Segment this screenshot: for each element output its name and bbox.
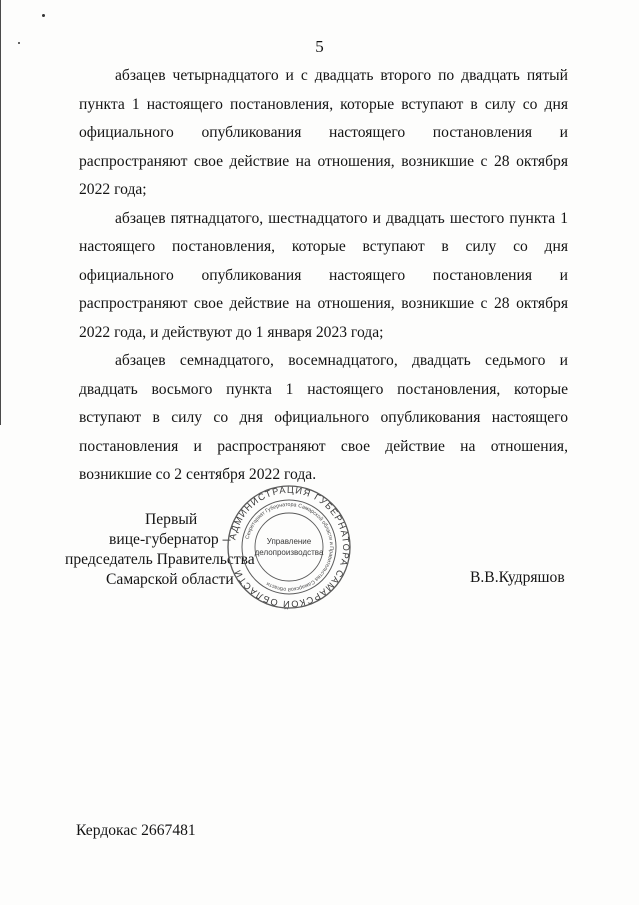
paragraph: абзацев пятнадцатого, шестнадцатого и двадцать шестого пункта 1 настоящего постановления, которые вступают в силу со дня официального опубликования настоящего постановления и распространяют свое действие на отношения, возникшие с 28 октября 2022 года, и действуют до 1 января 2023 года; [79, 209, 568, 341]
official-seal [226, 484, 352, 610]
signature-position-line: Первый [145, 511, 198, 528]
paragraph: абзацев четырнадцатого и с двадцать второго по двадцать пятый пункта 1 настоящего постановления, которые вступают в силу со дня официального опубликования настоящего постановления и распространяют свое действие на отношения, возникшие с 28 октября 2022 года; [79, 67, 568, 198]
document-code: Кердокас 2667481 [76, 822, 196, 839]
signature-position-line: Самарской области [106, 571, 234, 588]
seal-center-line: Управление [266, 537, 312, 546]
paragraph: абзацев семнадцатого, восемнадцатого, двадцать седьмого и двадцать восьмого пункта 1 настоящего постановления, которые вступают в силу со дня официального опубликования настоящего постановления и распространяют свое действие на отношения, возникшие со 2 сентября 2022 года. [79, 352, 568, 483]
page-number: 5 [315, 37, 324, 56]
signatory-name: В.В.Кудряшов [470, 569, 565, 586]
signature-position-line: председатель Правительства [65, 551, 255, 568]
seal-outer-text: АДМИНИСТРАЦИЯ ГУБЕРНАТОРА САМАРСКОЙ ОБЛАСТИ [227, 484, 352, 610]
seal-inner-text: Секретариат Губернатора Самарской области и Правительства Самарской области [244, 501, 335, 593]
signature-position-line: вице-губернатор – [109, 531, 231, 548]
seal-center-line: делопроизводства [254, 548, 324, 557]
